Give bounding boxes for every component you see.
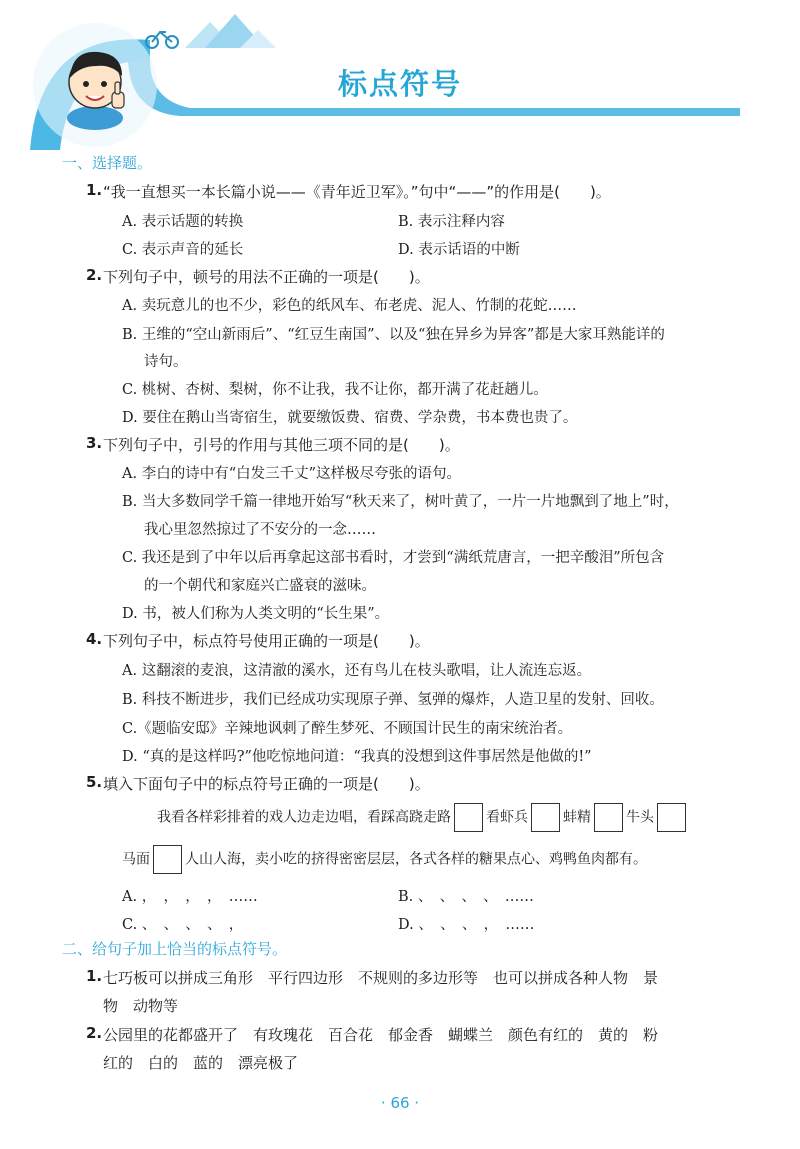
blank-box[interactable]: [454, 803, 483, 832]
section-heading: 二、给句子加上恰当的标点符号。: [62, 940, 288, 958]
passage-text: 人山人海，卖小吃的挤得密密层层，各式各样的糖果点心、鸡鸭鱼肉都有。: [185, 851, 647, 868]
mountain-icon: [185, 14, 276, 48]
option-a: A. 李白的诗中有“白发三千丈”这样极尽夸张的语句。: [122, 466, 462, 482]
option-a: A. 表示话题的转换: [122, 214, 244, 230]
option-d: D. 表示话语的中断: [398, 242, 520, 258]
option-b: B. 当大多数同学千篇一律地开始写“秋天来了，树叶黄了，一片一片地飘到了地上”时，: [122, 494, 679, 510]
question-number: 4.: [86, 630, 103, 648]
question-text-continued: 红的 白的 蓝的 漂亮极了: [103, 1054, 299, 1072]
option-a: A. ， ， ， ， ……: [122, 889, 258, 905]
option-b-continued: 我心里忽然掠过了不安分的一念……: [144, 522, 376, 538]
option-c-continued: 的一个朝代和家庭兴亡盛衰的滋味。: [144, 578, 376, 594]
page-header: [0, 0, 800, 150]
option-c: C. 我还是到了中年以后再拿起这部书看时，才尝到“满纸荒唐言，一把辛酸泪”所包含: [122, 550, 665, 566]
option-b: B. 、 、 、 、 ……: [398, 889, 534, 905]
question-number: 1.: [86, 967, 103, 985]
passage-line-2: [122, 845, 647, 874]
blank-box[interactable]: [657, 803, 686, 832]
question-text: “我一直想买一本长篇小说——《青年近卫军》。”句中“——”的作用是( )。: [103, 183, 611, 201]
passage-text: 牛头: [626, 809, 654, 826]
bicycle-icon: [146, 32, 178, 48]
passage-line-1: [157, 803, 689, 832]
question-number: 2.: [86, 266, 103, 284]
option-b: B. 表示注释内容: [398, 214, 505, 230]
option-d: D. 、 、 、 ， ……: [398, 917, 535, 933]
page-title: 标点符号: [337, 67, 462, 101]
passage-text: 蚌精: [563, 809, 591, 826]
page-number: · 66 ·: [380, 1094, 420, 1112]
option-c: C. 桃树、杏树、梨树，你不让我，我不让你，都开满了花赶趟儿。: [122, 382, 548, 398]
option-c: C. 表示声音的延长: [122, 242, 244, 258]
question-text: 填入下面句子中的标点符号正确的一项是( )。: [103, 775, 430, 793]
option-a: A. 卖玩意儿的也不少，彩色的纸风车、布老虎、泥人、竹制的花蛇……: [122, 298, 577, 314]
option-d: D. “真的是这样吗?”他吃惊地问道：“我真的没想到这件事居然是他做的!”: [122, 749, 592, 765]
question-text: 公园里的花都盛开了 有玫瑰花 百合花 郁金香 蝴蝶兰 颜色有红的 黄的 粉: [103, 1026, 659, 1044]
question-text: 下列句子中，引号的作用与其他三项不同的是( )。: [103, 436, 460, 454]
option-c: C. 、 、 、 、 ，: [122, 917, 244, 933]
option-b-continued: 诗句。: [144, 354, 188, 370]
blank-box[interactable]: [153, 845, 182, 874]
question-text: 下列句子中，标点符号使用正确的一项是( )。: [103, 632, 430, 650]
question-text: 七巧板可以拼成三角形 平行四边形 不规则的多边形等 也可以拼成各种人物 景: [103, 969, 659, 987]
option-b: B. 王维的“空山新雨后”、“红豆生南国”、以及“独在异乡为异客”都是大家耳熟能详的: [122, 327, 665, 343]
blank-box[interactable]: [531, 803, 560, 832]
blank-box[interactable]: [594, 803, 623, 832]
question-number: 5.: [86, 773, 103, 791]
passage-text: 看虾兵: [486, 809, 528, 826]
option-b: B. 科技不断进步，我们已经成功实现原子弹、氢弹的爆炸，人造卫星的发射、回收。: [122, 692, 664, 708]
passage-text: 我看各样彩排着的戏人边走边唱，看踩高跷走路: [157, 809, 451, 826]
question-text-continued: 物 动物等: [103, 997, 179, 1015]
option-c: C.《题临安邸》辛辣地讽刺了醉生梦死、不顾国计民生的南宋统治者。: [122, 721, 573, 737]
question-number: 2.: [86, 1024, 103, 1042]
section-heading: 一、选择题。: [62, 154, 153, 172]
question-text: 下列句子中，顿号的用法不正确的一项是( )。: [103, 268, 430, 286]
option-d: D. 书，被人们称为人类文明的“长生果”。: [122, 606, 390, 622]
question-number: 1.: [86, 181, 103, 199]
question-number: 3.: [86, 434, 103, 452]
passage-text: 马面: [122, 851, 150, 868]
option-a: A. 这翻滚的麦浪，这清澈的溪水，还有鸟儿在枝头歌唱，让人流连忘返。: [122, 663, 592, 679]
option-d: D. 要住在鹅山当寄宿生，就要缴饭费、宿费、学杂费，书本费也贵了。: [122, 410, 578, 426]
